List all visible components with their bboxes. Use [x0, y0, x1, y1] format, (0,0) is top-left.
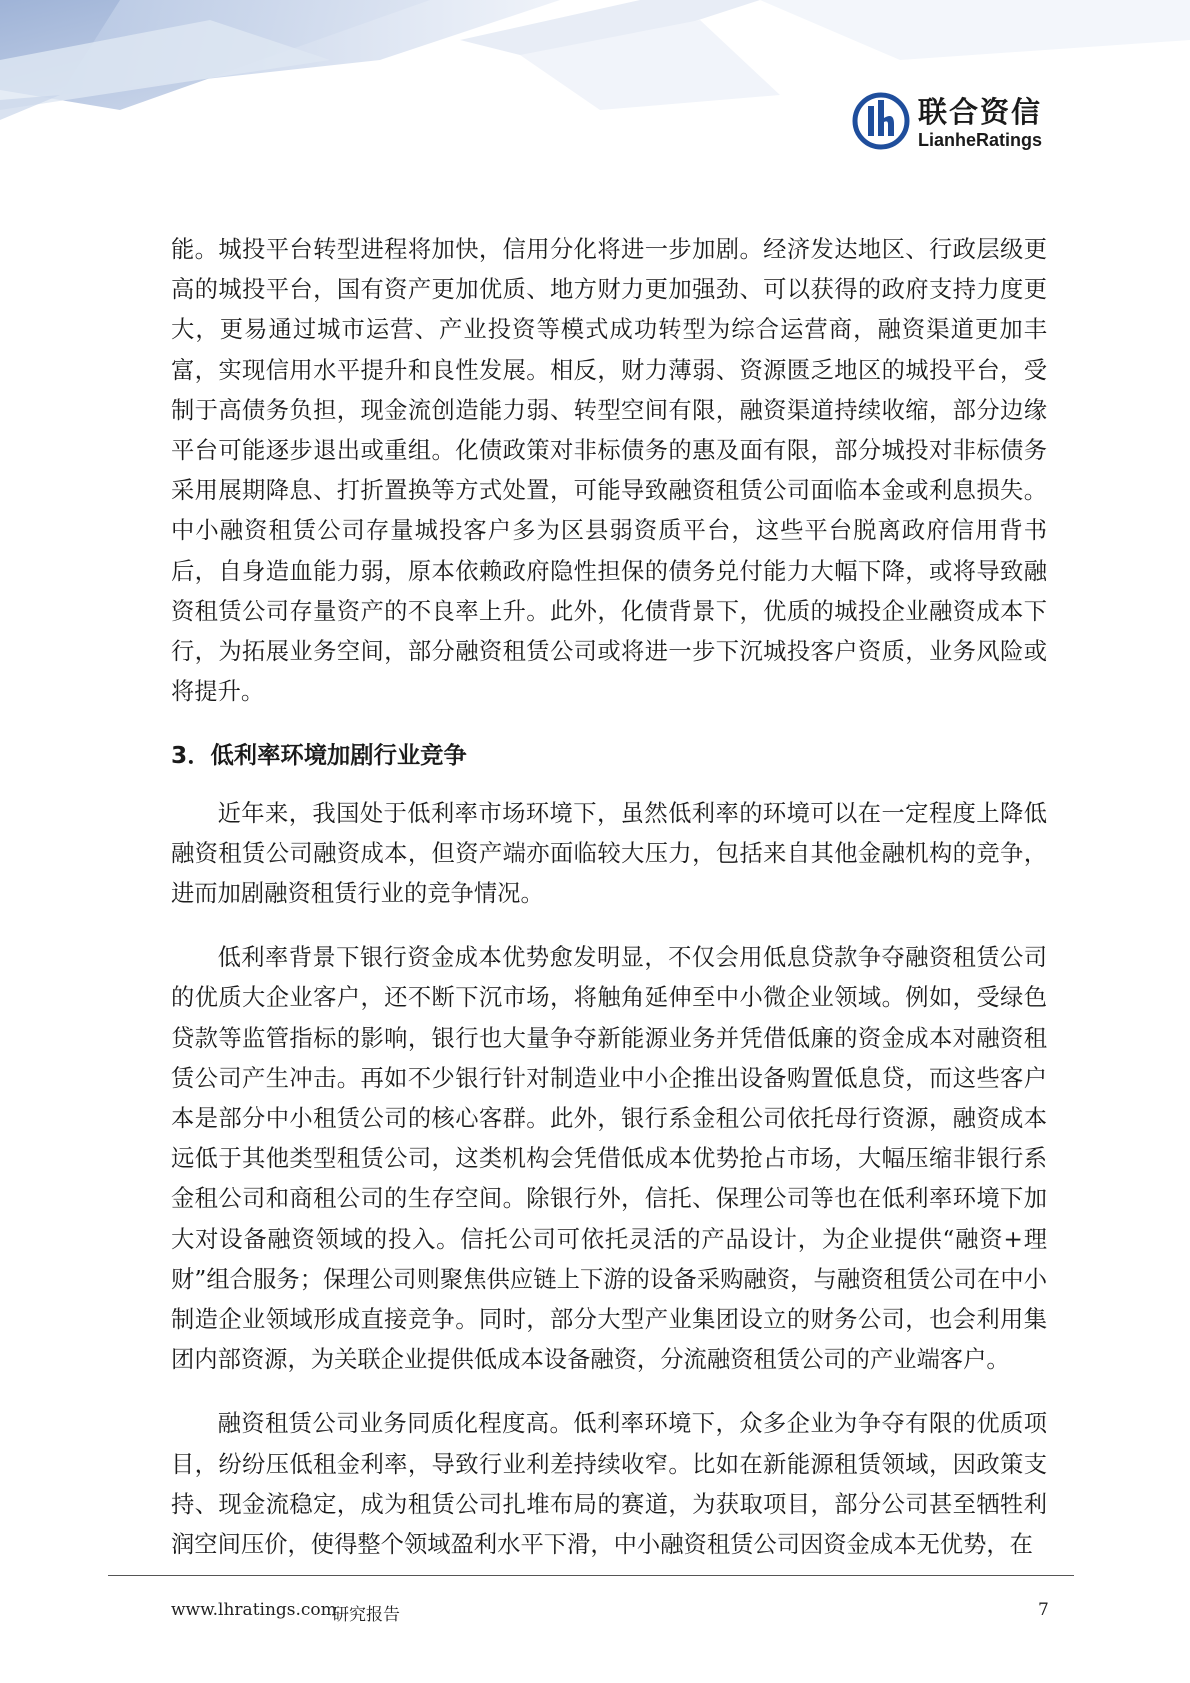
- footer-divider: [108, 1575, 1074, 1576]
- footer-report-label: 研究报告: [332, 1605, 400, 1625]
- paragraph-bank-competition: 低利率背景下银行资金成本优势愈发明显，不仅会用低息贷款争夺融资租赁公司的优质大企业客户，还不断下沉市场，将触角延伸至中小微企业领域。例如，受绿色贷款等监管指标的影响，银行也大量争夺新能源业务并凭借低廉的资金成本对融资租赁公司产生冲击。再如不少银行针对制造业中小企推出设备购置低息贷，而这些客户本是部分中小租赁公司的核心客群。此外，银行系金租公司依托母行资源，融资成本远低于其他类型租赁公司，这类机构会凭借低成本优势抢占市场，大幅压缩非银行系金租公司和商租公司的生存空间。除银行外，信托、保理公司等也在低利率环境下加大对设备融资领域的投入。信托公司可依托灵活的产品设计，为企业提供“融资+理财”组合服务；保理公司则聚焦供应链上下游的设备采购融资，与融资租赁公司在中小制造企业领域形成直接竞争。同时，部分大型产业集团设立的财务公司，也会利用集团内部资源，为关联企业提供低成本设备融资，分流融资租赁公司的产业端客户。: [171, 944, 1047, 1374]
- footer-url[interactable]: www.lhratings.com: [171, 1600, 337, 1620]
- report-body: [171, 230, 1047, 1565]
- logo-chinese-name: 联合资信: [918, 95, 1043, 129]
- logo-english-name: LianheRatings: [918, 130, 1043, 150]
- section-heading: 3．低利率环境加剧行业竞争: [171, 742, 467, 770]
- lianhe-logo-icon: [852, 92, 910, 150]
- paragraph-homogenization: 融资租赁公司业务同质化程度高。低利率环境下，众多企业为争夺有限的优质项目，纷纷压低租金利率，导致行业利差持续收窄。比如在新能源租赁领域，因政策支持、现金流稳定，成为租赁公司扎堆布局的赛道，为获取项目，部分公司甚至牺牲利润空间压价，使得整个领域盈利水平下滑，中小融资租赁公司因资金成本无优势，在: [171, 1410, 1047, 1559]
- paragraph-continued: 能。城投平台转型进程将加快，信用分化将进一步加剧。经济发达地区、行政层级更高的城投平台，国有资产更加优质、地方财力更加强劲、可以获得的政府支持力度更大，更易通过城市运营、产业投资等模式成功转型为综合运营商，融资渠道更加丰富，实现信用水平提升和良性发展。相反，财力薄弱、资源匮乏地区的城投平台，受制于高债务负担，现金流创造能力弱、转型空间有限，融资渠道持续收缩，部分边缘平台可能逐步退出或重组。化债政策对非标债务的惠及面有限，部分城投对非标债务采用展期降息、打折置换等方式处置，可能导致融资租赁公司面临本金或利息损失。中小融资租赁公司存量城投客户多为区县弱资质平台，这些平台脱离政府信用背书后，自身造血能力弱，原本依赖政府隐性担保的债务兑付能力大幅下降，或将导致融资租赁公司存量资产的不良率上升。此外，化债背景下，优质的城投企业融资成本下行，为拓展业务空间，部分融资租赁公司或将进一步下沉城投客户资质，业务风险或将提升。: [171, 236, 1047, 706]
- paragraph-low-rate-intro: 近年来，我国处于低利率市场环境下，虽然低利率的环境可以在一定程度上降低融资租赁公司融资成本，但资产端亦面临较大压力，包括来自其他金融机构的竞争，进而加剧融资租赁行业的竞争情况。: [171, 799, 1047, 908]
- lianhe-logo: [852, 88, 1062, 158]
- page-number: 7: [1038, 1600, 1049, 1620]
